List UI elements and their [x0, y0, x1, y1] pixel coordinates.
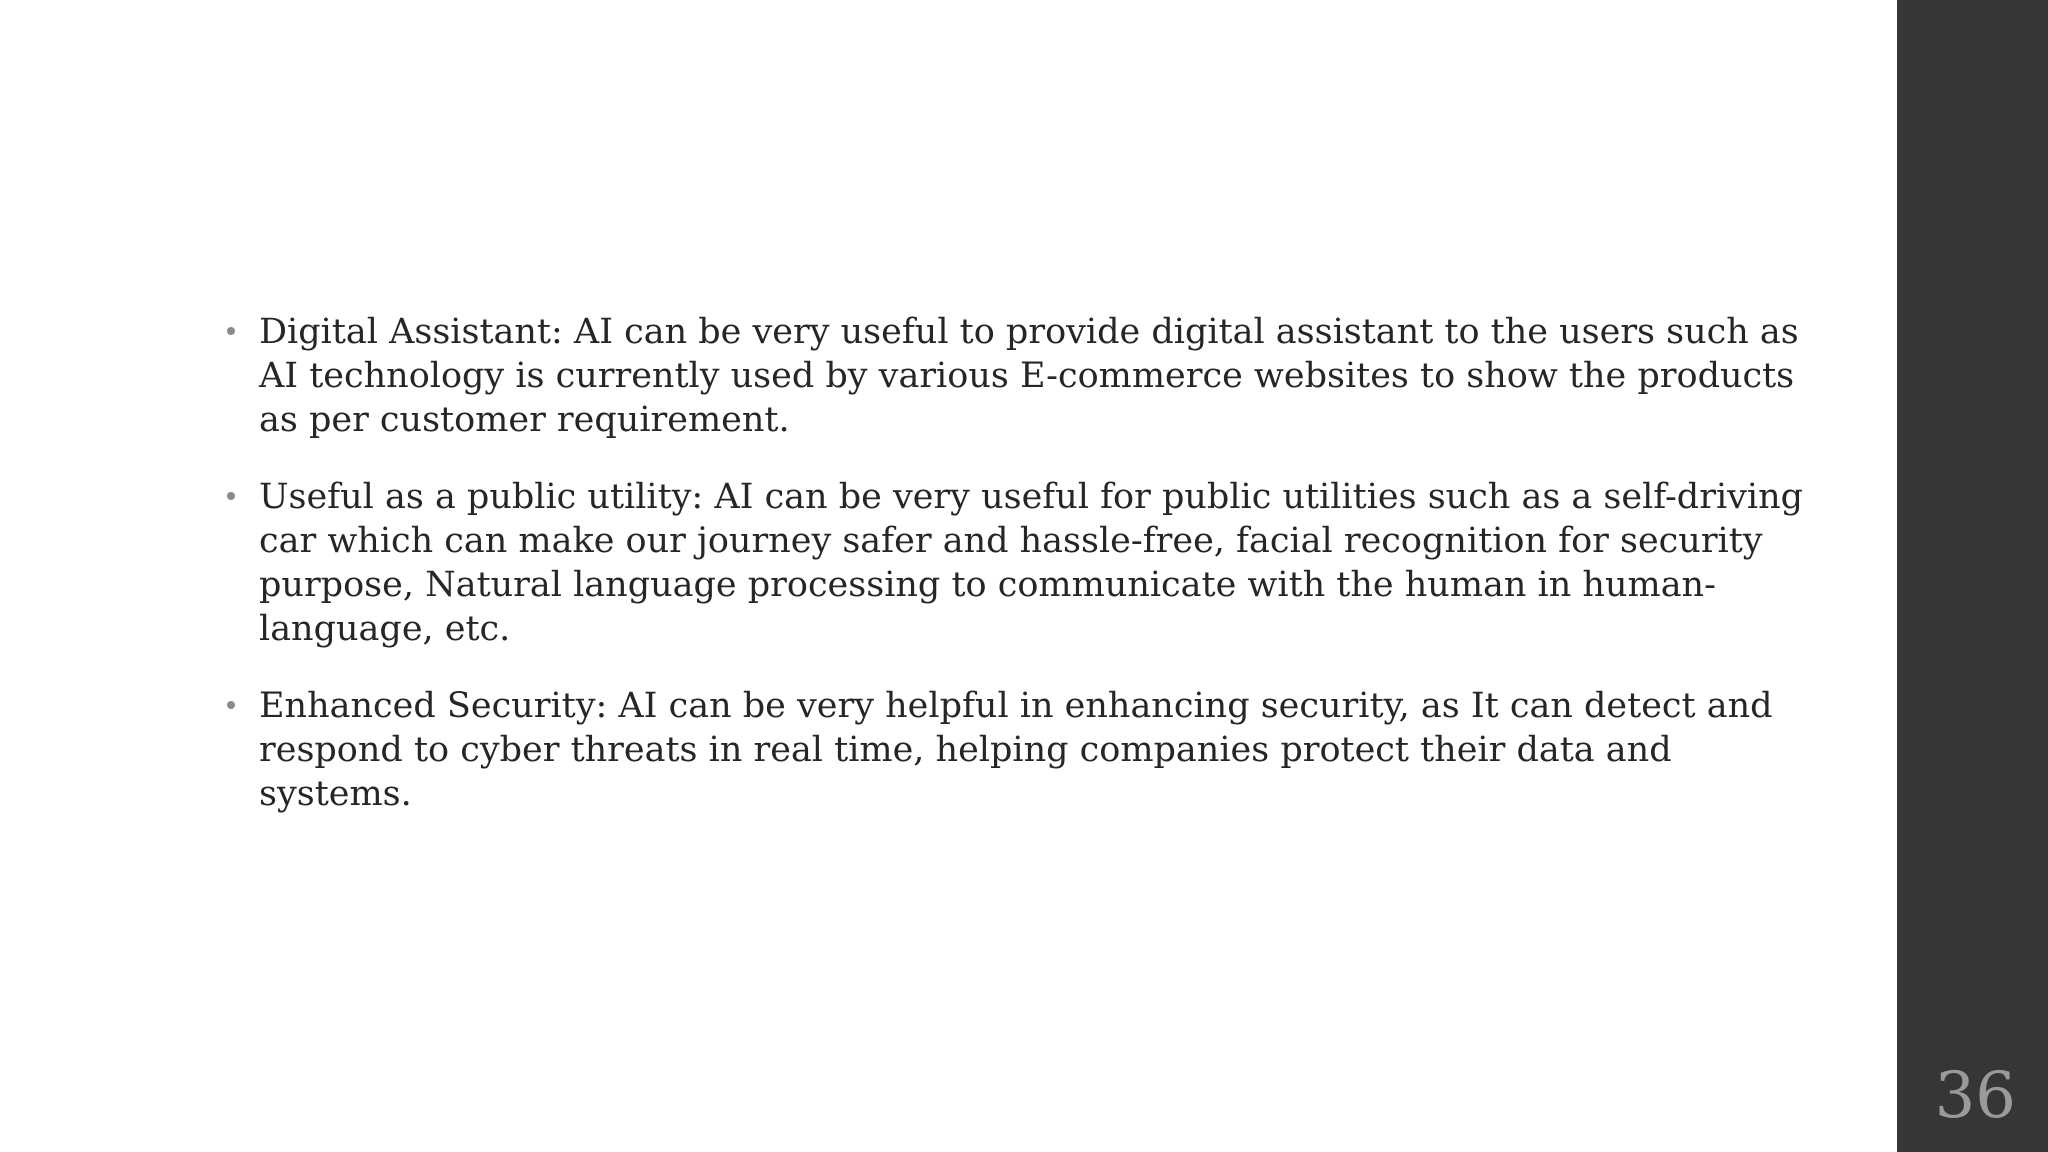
bullet-dot-icon	[227, 327, 235, 335]
bullet-text: Useful as a public utility: AI can be very useful for public utilities such as a self-driving car which can make our journey safer and hassle-free, facial recognition for security purpose, Natural language processing to communicate with the human in human-language, etc.	[259, 477, 1804, 649]
bullet-list	[220, 310, 1830, 816]
bullet-text: Digital Assistant: AI can be very useful to provide digital assistant to the users such as AI technology is currently used by various E-commerce websites to show the products as per customer requirement.	[259, 312, 1799, 440]
bullet-dot-icon	[227, 492, 235, 500]
bullet-dot-icon	[227, 701, 235, 709]
slide-content	[220, 310, 1830, 849]
bullet-item-public-utility	[220, 475, 1830, 651]
bullet-item-enhanced-security	[220, 684, 1830, 816]
bullet-text: Enhanced Security: AI can be very helpful in enhancing security, as It can detect and respond to cyber threats in real time, helping companies protect their data and systems.	[259, 686, 1773, 814]
bullet-item-digital-assistant	[220, 310, 1830, 442]
page-number: 36	[1934, 1059, 2016, 1133]
slide-sidebar	[1897, 0, 2048, 1152]
